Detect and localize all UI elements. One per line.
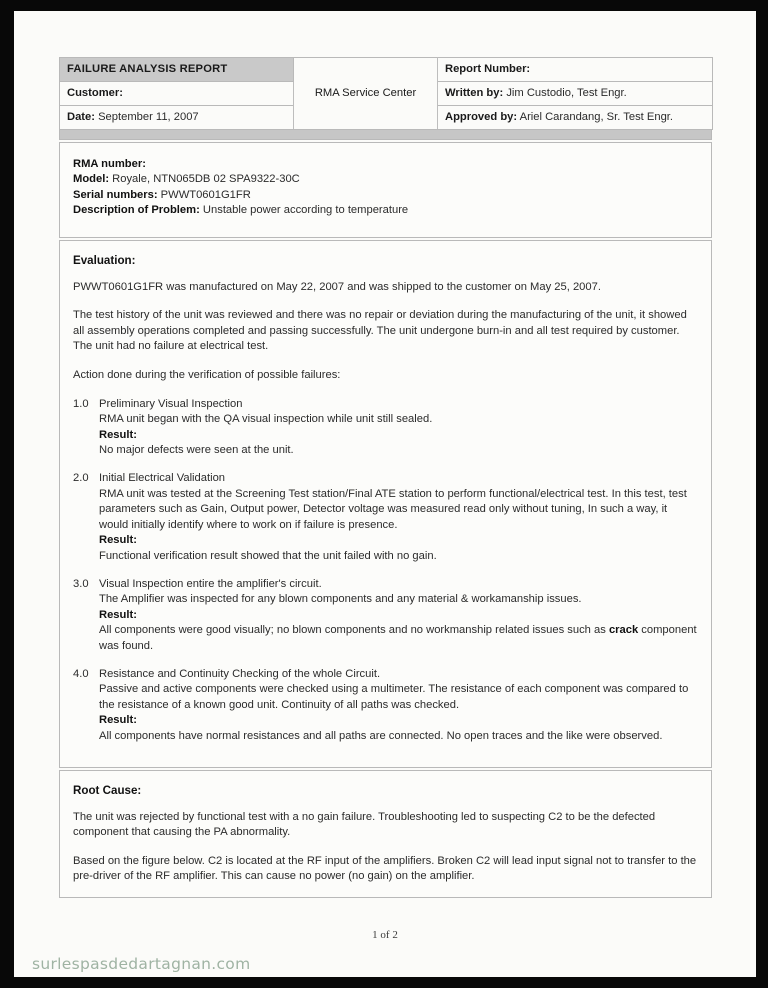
date-label: Date:	[67, 111, 95, 123]
rma-service-center-label: RMA Service Center	[314, 87, 417, 99]
written-by-cell	[438, 82, 713, 106]
document-page	[14, 11, 756, 977]
evaluation-para-2: The test history of the unit was reviewed and there was no repair or deviation during the manufacturing of the unit, it showed all assembly operations completed and passing successfully. The unit undergone burn-in and all test required by customer. The unit had no failure at electrical test.	[73, 309, 687, 353]
item-4-title: Resistance and Continuity Checking of the whole Circuit.	[99, 667, 381, 680]
model-value: Royale, NTN065DB 02 SPA9322-30C	[112, 173, 300, 186]
header-grey-divider	[59, 130, 712, 140]
evaluation-section	[59, 240, 712, 768]
approved-by-value: Ariel Carandang, Sr. Test Engr.	[519, 111, 674, 123]
root-cause-heading: Root Cause:	[73, 783, 142, 797]
item-1-result-text: No major defects were seen at the unit.	[99, 444, 294, 457]
list-item	[73, 667, 698, 745]
approved-by-label: Approved by:	[445, 111, 518, 123]
item-4-heading	[73, 667, 698, 683]
root-cause-para-1: The unit was rejected by functional test with a no gain failure. Troubleshooting led to suspecting C2 to be the defected component that causing the PA abnormality.	[73, 810, 656, 839]
item-1-result	[99, 443, 698, 459]
item-4-result	[99, 729, 698, 745]
item-2-result	[99, 549, 698, 565]
customer-cell	[60, 82, 294, 106]
item-2-title: Initial Electrical Validation	[99, 471, 226, 484]
item-3-result-tail: component was found.	[99, 624, 697, 652]
rma-service-center-cell	[294, 58, 438, 130]
serial-value: PWWT0601G1FR	[160, 188, 251, 201]
item-1-heading	[73, 397, 698, 413]
item-2-result-label: Result:	[99, 534, 137, 547]
list-item	[73, 577, 698, 655]
page-number: 1 of 2	[372, 929, 398, 941]
rma-number-line	[73, 157, 698, 172]
list-item	[73, 471, 698, 565]
item-4-result-label: Result:	[99, 714, 137, 727]
item-3-result-bold: crack	[608, 624, 639, 637]
item-1-title: Preliminary Visual Inspection	[99, 397, 243, 410]
root-cause-para-2: Based on the figure below. C2 is located at the RF input of the amplifiers. Broken C2 will lead input signal not to transfer to the pre-driver of the RF amplifier. This can cause no power (no gain) on the amplifier.	[73, 854, 697, 883]
problem-line	[73, 203, 698, 218]
problem-value: Unstable power according to temperature	[202, 204, 409, 217]
item-3-result-text: All components were good visually; no blown components and no workmanship related issues such as	[99, 624, 609, 637]
report-number-label: Report Number:	[445, 63, 531, 75]
model-label: Model:	[73, 173, 110, 186]
root-cause-section	[59, 770, 712, 898]
rma-number-label: RMA number:	[73, 158, 146, 170]
item-3-number: 3.0	[73, 577, 89, 590]
date-cell	[60, 106, 294, 130]
item-2-result-text: Functional verification result showed that the unit failed with no gain.	[99, 549, 437, 562]
item-1-body: RMA unit began with the QA visual inspection while unit still sealed.	[99, 413, 433, 426]
item-3-heading	[73, 577, 698, 593]
item-2-number: 2.0	[73, 471, 89, 484]
written-by-value: Jim Custodio, Test Engr.	[506, 87, 627, 99]
rma-info-section	[59, 142, 712, 238]
written-by-label: Written by:	[445, 87, 504, 99]
problem-label: Description of Problem:	[73, 204, 200, 217]
item-1-number: 1.0	[73, 397, 89, 410]
serial-line	[73, 188, 698, 203]
report-header-table	[59, 57, 713, 130]
item-4-body: Passive and active components were checked using a multimeter. The resistance of each component was compared to the resistance of a known good unit. Continuity of all paths was checked.	[99, 683, 689, 711]
evaluation-heading: Evaluation:	[73, 253, 136, 267]
item-1-result-label: Result:	[99, 428, 137, 441]
report-number-cell	[438, 58, 713, 82]
item-4-number: 4.0	[73, 667, 89, 680]
site-watermark: surlespasdedartagnan.com	[32, 955, 251, 973]
list-item	[73, 397, 698, 459]
item-3-title: Visual Inspection entire the amplifier's circuit.	[99, 577, 322, 590]
document-content	[59, 57, 712, 898]
item-3-result	[99, 623, 698, 654]
item-3-body: The Amplifier was inspected for any blown components and any material & workamanship issues.	[99, 593, 582, 606]
serial-label: Serial numbers:	[73, 188, 158, 201]
approved-by-cell	[438, 106, 713, 130]
customer-label: Customer:	[67, 87, 123, 99]
item-2-body: RMA unit was tested at the Screening Test station/Final ATE station to perform functional/electrical test. In this test, test parameters such as Gain, Output power, Detector voltage was measured read only without tuning, In such a way, it would initially identify where to work on if failure is presence.	[99, 487, 687, 531]
table-row	[60, 58, 713, 82]
evaluation-para-3: Action done during the verification of possible failures:	[73, 369, 341, 381]
item-2-heading	[73, 471, 698, 487]
date-value: September 11, 2007	[98, 111, 199, 123]
page-title: FAILURE ANALYSIS REPORT	[67, 63, 228, 75]
model-line	[73, 172, 698, 187]
item-4-result-text: All components have normal resistances and all paths are connected. No open traces and the like were observed.	[99, 729, 663, 742]
report-title-cell	[60, 58, 294, 82]
evaluation-para-1: PWWT0601G1FR was manufactured on May 22, 2007 and was shipped to the customer on May 25, 2007.	[73, 280, 601, 293]
item-3-result-label: Result:	[99, 608, 137, 621]
